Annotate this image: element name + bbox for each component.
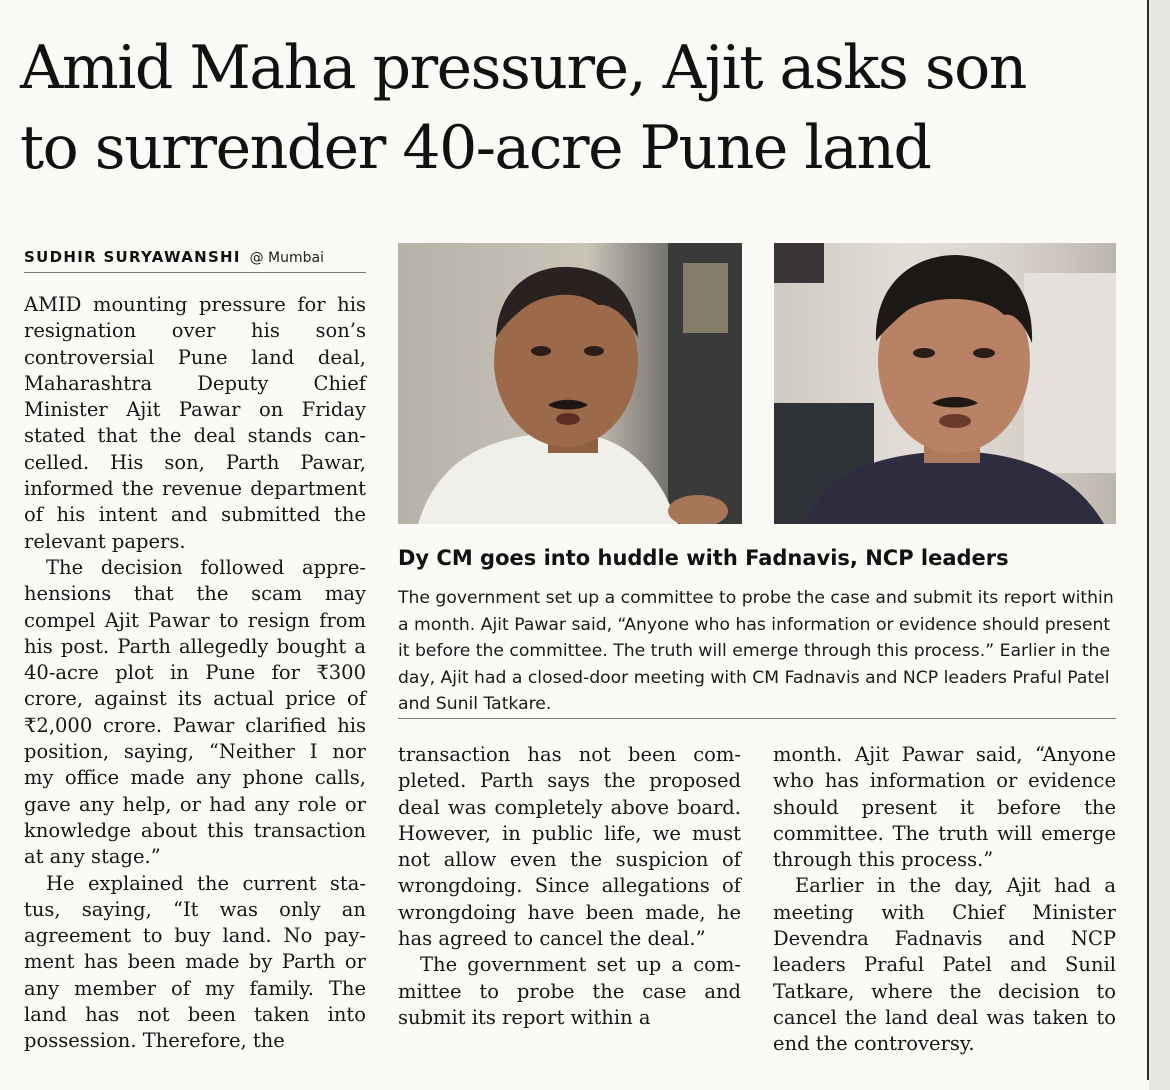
article-column-2: [398, 742, 741, 1031]
headline-line-1: Amid Maha pressure, Ajit asks son: [20, 33, 1026, 103]
headline-line-2: to surrender 40-acre Pune land: [20, 113, 931, 183]
paragraph: He explained the current status, saying, “It was only an agreement to buy land. No payment has been made by Parth or any member of my family. The land has not been taken into possession. Therefore, the: [24, 871, 366, 1053]
headline: [20, 28, 1140, 188]
paragraph: AMID mounting pressure for his resignation over his son’s controversial Pune land deal, Maharashtra Deputy Chief Minister Ajit Pawar on Friday stated that the deal stands cancelled. His son, Parth Pawar, informed the revenue department of his intent and submitted the relevant papers.: [24, 293, 366, 553]
paragraph: The government set up a committee to probe the case and submit its report within a: [398, 953, 741, 1029]
paragraph: The decision followed apprehensions that the scam may compel Ajit Pawar to resign from his post. Parth allegedly bought a 40-acre plot in Pune for ₹300 crore, against its actual price of ₹2,000 crore. Pawar clarified his position, saying, “Neither I nor my office made any phone calls, gave any help, or had any role or knowledge about this transaction at any stage.”: [24, 555, 366, 869]
devendra-fadnavis-illustration: [774, 243, 1116, 524]
paragraph: month. Ajit Pawar said, “Anyone who has information or evidence should present it before the committee. The truth will emerge through this process.”: [773, 743, 1116, 872]
page-edge: [1149, 0, 1170, 1090]
column-rule: [1147, 0, 1149, 1080]
devendra-fadnavis-photo: [774, 243, 1116, 524]
ajit-pawar-photo: [398, 243, 742, 524]
ajit-pawar-illustration: [398, 243, 742, 524]
byline: [24, 244, 366, 273]
dateline-location: @ Mumbai: [249, 250, 324, 266]
paragraph: transaction has not been completed. Parth says the proposed deal was completely above board. However, in public life, we must not allow even the suspicion of wrongdoing. Since allegations of wrongdoing have been made, he has agreed to cancel the deal.”: [398, 743, 741, 951]
article-column-3: [773, 742, 1116, 1058]
divider: [398, 718, 1116, 719]
paragraph: Earlier in the day, Ajit had a meeting with Chief Minister Devendra Fadnavis and NCP leaders Praful Patel and Sunil Tatkare, where the decision to cancel the land deal was taken to end the controversy.: [773, 874, 1116, 1056]
photo-summary-text: The government set up a committee to probe the case and submit its report within a month. Ajit Pawar said, “Anyone who has information or evidence should present it before the committee. The truth will emerge through this process.” Earlier in the day, Ajit had a closed-door meeting with CM Fadnavis and NCP leaders Praful Patel and Sunil Tatkare.: [398, 588, 1114, 714]
author-name: SUDHIR SURYAWANSHI: [24, 248, 241, 266]
article-column-1: [24, 292, 366, 1055]
photo-deck-headline: Dy CM goes into huddle with Fadnavis, NCP leaders: [398, 546, 1009, 570]
